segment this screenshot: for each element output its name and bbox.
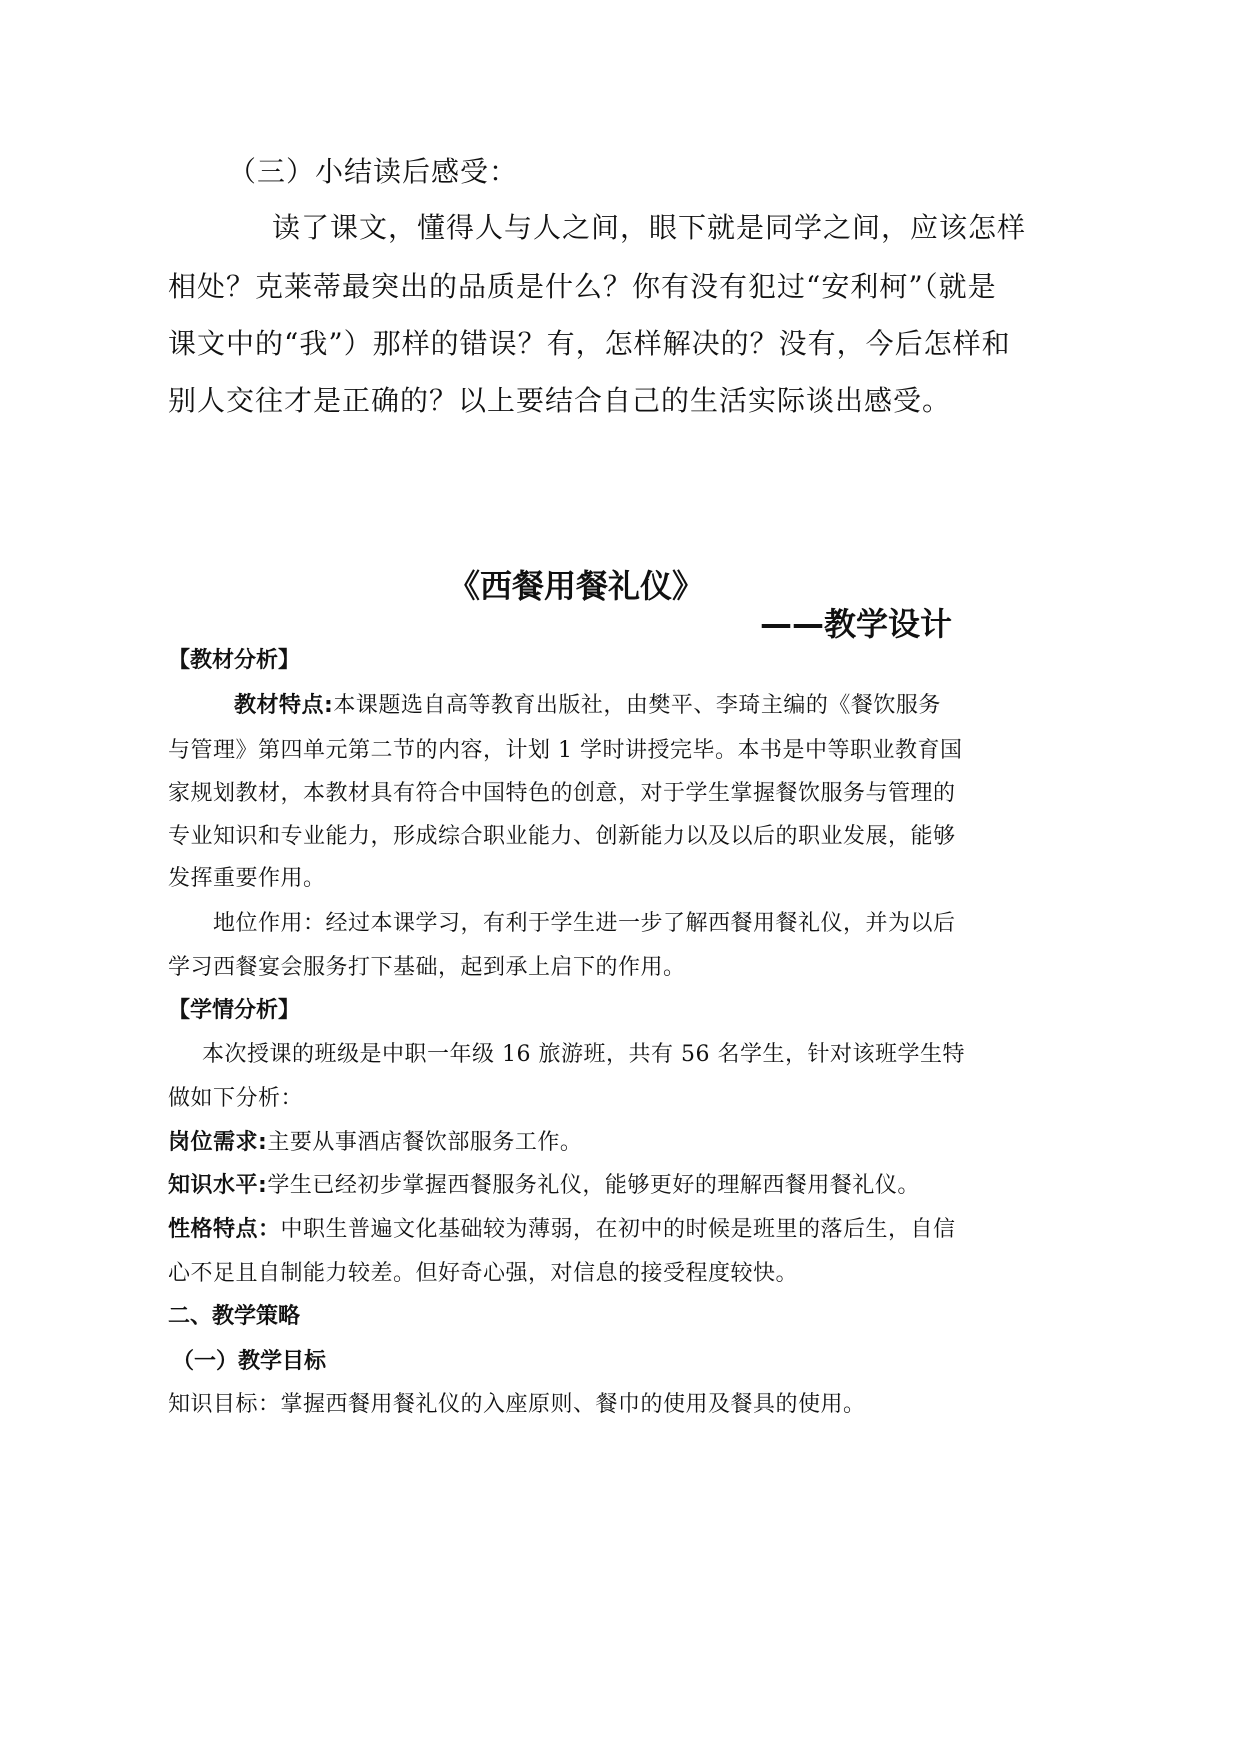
personality-label: 性格特点： [168,1217,281,1242]
summary-heading: （三）小结读后感受： [228,155,519,188]
summary-line: 读了课文，懂得人与人之间，眼下就是同学之间，应该怎样 [272,211,1027,244]
material-role-line: 学习西餐宴会服务打下基础，起到承上启下的作用。 [168,955,686,980]
material-features-label: 教材特点: [234,693,334,718]
job-requirement-label: 岗位需求: [168,1130,268,1155]
personality-line [168,1212,956,1243]
material-features-line: 发挥重要作用。 [168,866,326,891]
learner-intro-line: 本次授课的班级是中职一年级 16 旅游班，共有 56 名学生，针对该班学生特 [202,1042,965,1067]
summary-line: 别人交往才是正确的？以上要结合自己的生活实际谈出感受。 [168,384,952,417]
learner-intro-line: 做如下分析： [168,1086,304,1111]
page-title: 《西餐用餐礼仪》 [448,567,705,605]
material-features-text: 本课题选自高等教育出版社，由樊平、李琦主编的《餐饮服务 [333,693,941,718]
page-subtitle: ——教学设计 [760,605,953,643]
material-features-line: 家规划教材，本教材具有符合中国特色的创意，对于学生掌握餐饮服务与管理的 [168,781,956,806]
summary-line: 相处？克莱蒂最突出的品质是什么？你有没有犯过“安利柯”（就是 [168,270,997,303]
personality-text: 中职生普遍文化基础较为薄弱，在初中的时候是班里的落后生，自信 [280,1217,956,1242]
knowledge-level-label: 知识水平: [168,1173,268,1198]
knowledge-goal: 知识目标：掌握西餐用餐礼仪的入座原则、餐巾的使用及餐具的使用。 [168,1392,866,1417]
knowledge-level-text: 学生已经初步掌握西餐服务礼仪，能够更好的理解西餐用餐礼仪。 [267,1173,920,1198]
strategy-heading: 二、教学策略 [168,1304,301,1329]
goals-heading: （一）教学目标 [172,1349,327,1374]
material-features-line [234,688,941,719]
material-role-line: 地位作用：经过本课学习，有利于学生进一步了解西餐用餐礼仪，并为以后 [213,911,956,936]
job-requirement-line [168,1125,582,1156]
personality-line: 心不足且自制能力较差。但好奇心强，对信息的接受程度较快。 [168,1261,799,1286]
material-features-line: 与管理》第四单元第二节的内容，计划 1 学时讲授完毕。本书是中等职业教育国 [168,738,963,763]
job-requirement-text: 主要从事酒店餐饮部服务工作。 [267,1130,583,1155]
material-analysis-heading: 【教材分析】 [168,648,301,673]
summary-line: 课文中的“我”）那样的错误？有，怎样解决的？没有，今后怎样和 [168,327,1011,360]
learner-analysis-heading: 【学情分析】 [168,998,301,1023]
knowledge-level-line [168,1168,920,1199]
material-features-line: 专业知识和专业能力，形成综合职业能力、创新能力以及以后的职业发展，能够 [168,824,956,849]
